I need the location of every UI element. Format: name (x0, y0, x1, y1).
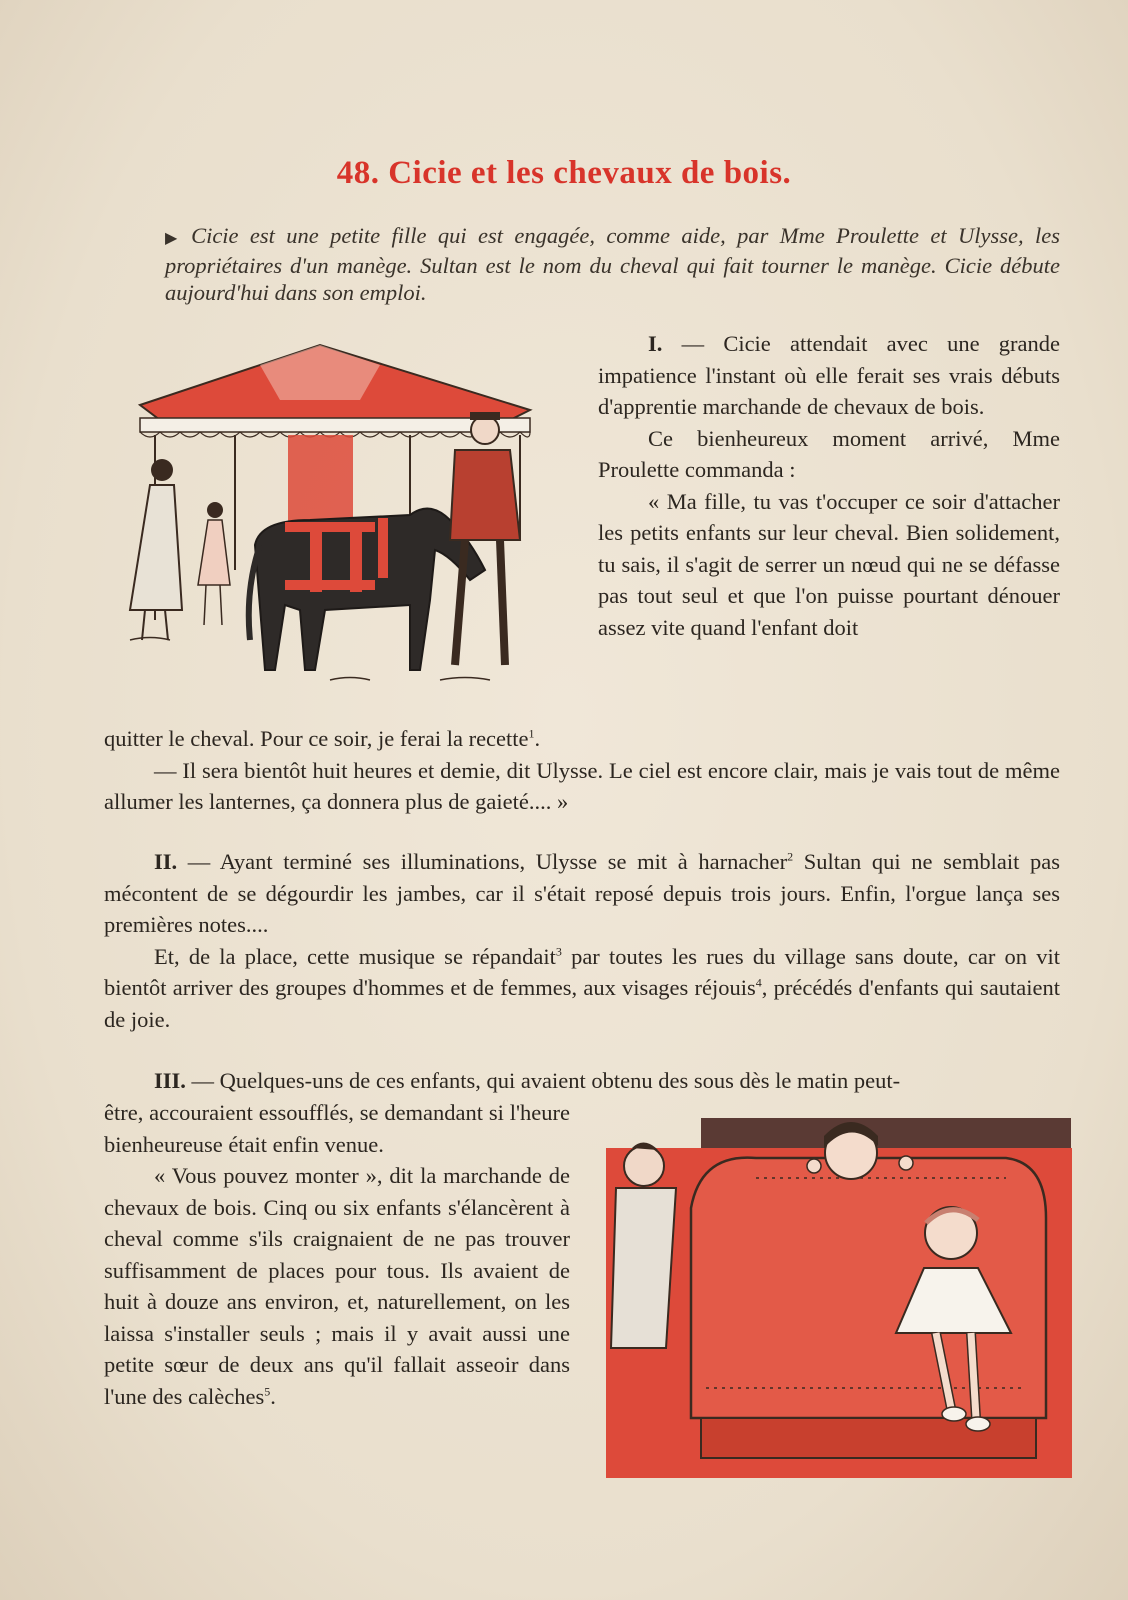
intro-text: Cicie est une petite fille qui est engagée, comme aide, par Mme Proulette et Ulysse, les propriétaires d'un manège. Sultan est le nom du cheval qui fait tourner le manège. Cicie débute aujourd'hui dans son emploi. (165, 223, 1060, 305)
section-1-full-text: quitter le cheval. Pour ce soir, je ferai la recette$^1$. — Il sera bientôt huit heures et demie, dit Ulysse. Le ciel est encore clair, mais je vais tout de même allumer les lanternes, ça donnera plus de gaieté.... » (104, 723, 1060, 818)
chapter-title: 48. Cicie et les chevaux de bois. (336, 155, 792, 191)
section-2-paragraph-1b: Sultan qui ne semblait pas mécontent de se dégourdir les jambes, car il s'était reposé depuis trois jours. Enfin, l'orgue lança ses premières notes.... (104, 849, 1061, 937)
section-3-first-line (104, 1065, 1060, 1097)
section-2-paragraph-2b: par toutes les rues du village sans doute, car on vit bientôt arriver des groupes d'hommes et de femmes, aux visages réjouis (104, 943, 1060, 1000)
section-2-text (104, 846, 1060, 1035)
footnote-marker-1: 1 (528, 726, 535, 741)
section-2-paragraph-2a: Et, de la place, cette musique se répandait (154, 943, 556, 969)
section-1-wrapped-text (598, 328, 1060, 643)
footnote-marker-3: 3 (555, 944, 562, 958)
section-2-number: II. (154, 849, 178, 874)
section-3-number: III. (154, 1068, 186, 1093)
sofa-illustration (606, 1118, 1072, 1478)
footnote-marker-2: 2 (787, 849, 794, 864)
footnote-marker-5: 5 (264, 1384, 271, 1398)
intro-summary (165, 222, 1060, 306)
section-3-paragraph-1-rest: être, accouraient essoufflés, se demandant si l'heure bienheureuse était enfin venue. (104, 1100, 570, 1157)
section-1-paragraph-3-continued: quitter le cheval. Pour ce soir, je ferai la recette (104, 726, 529, 751)
section-3-paragraph-2: « Vous pouvez monter », dit la marchande de chevaux de bois. Cinq ou six enfants s'élancèrent à cheval comme s'ils craignaient de ne pas trouver suffisamment de places pour tous. Ils avaient de huit à douze ans environ, et, naturellement, on les laissa s'installer seuls ; mais il y avait aussi une petite sœur de deux ans qu'il fallait asseoir dans l'une des calèches (104, 1163, 570, 1409)
footnote-marker-4: 4 (755, 975, 762, 990)
section-1-paragraph-3: « Ma fille, tu vas t'occuper ce soir d'attacher les petits enfants sur leur cheval. Bien solidement, tu sais, il s'agit de serrer un nœud qui ne se défasse pas tout seul et que l'on puisse pourtant dénouer assez vite quand l'enfant doit (598, 488, 1060, 640)
section-1-paragraph-2: Ce bienheureux moment arrivé, Mme Proulette commanda : (598, 425, 1060, 482)
section-2-paragraph-1a: — Ayant terminé ses illuminations, Ulysse se mit à harnacher (187, 849, 788, 874)
section-1-number: I. (648, 331, 663, 356)
carousel-illustration (110, 340, 550, 710)
section-3-paragraph-2-end: . (270, 1383, 276, 1409)
section-3-paragraph-1-top: — Quelques-uns de ces enfants, qui avaient obtenu des sous dès le matin peut- (191, 1068, 901, 1093)
section-2-paragraph-2c: , précédés d'enfants qui sautaient de joie. (104, 975, 1060, 1032)
section-3-wrapped-text (104, 1097, 570, 1412)
section-1-paragraph-4: — Il sera bientôt huit heures et demie, dit Ulysse. Le ciel est encore clair, mais je vais tout de même allumer les lanternes, ça donnera plus de gaieté.... » (104, 757, 1060, 814)
section-1-paragraph-1: — Cicie attendait avec une grande impatience l'instant où elle ferait ses vrais débuts d'apprentie marchande de chevaux de bois. (598, 331, 1060, 419)
triangle-bullet-icon: ▶ (165, 230, 184, 247)
